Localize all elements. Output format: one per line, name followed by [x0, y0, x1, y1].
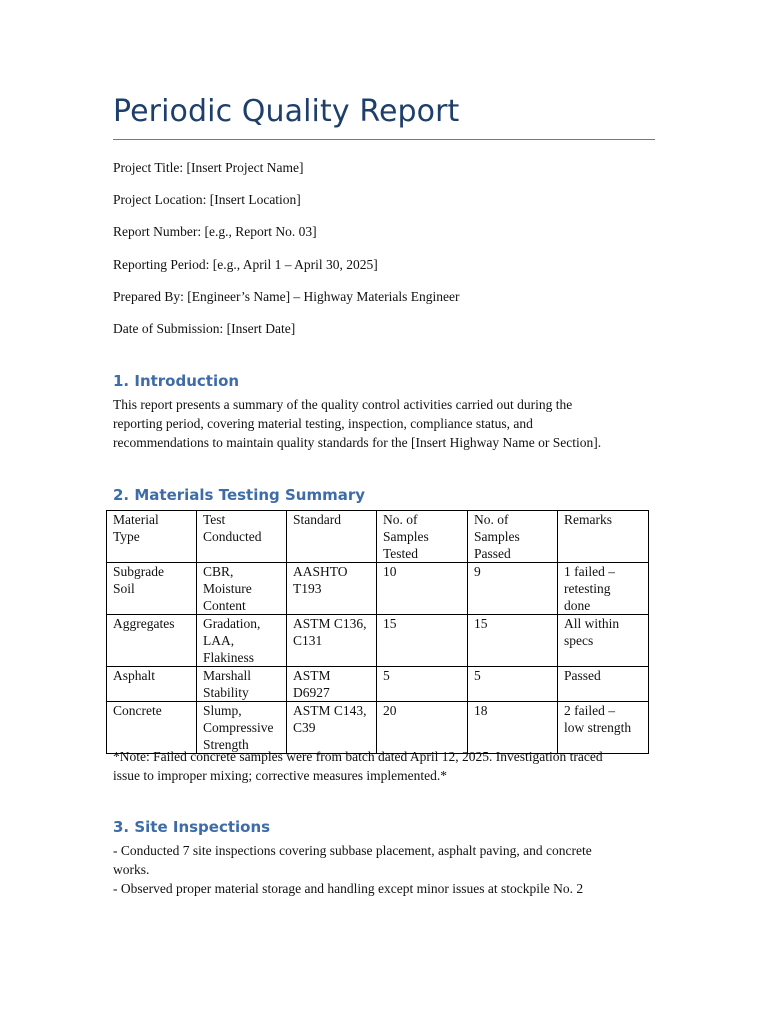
introduction-line: This report presents a summary of the quality control activities carried out during the — [113, 397, 573, 412]
cell-text-line: No. of — [383, 512, 418, 527]
cell-text-line: Samples — [383, 529, 429, 544]
introduction-line: recommendations to maintain quality standards for the [Insert Highway Name or Section]. — [113, 435, 602, 450]
cell-samples-passed — [468, 702, 558, 754]
cell-samples-passed — [468, 563, 558, 615]
cell-test-conducted — [197, 563, 287, 615]
header-cell-samples-tested — [377, 511, 468, 563]
report-number-line: Report Number: [e.g., Report No. 03] — [113, 224, 317, 239]
cell-test-conducted — [197, 615, 287, 667]
cell-text-line: T193 — [293, 581, 322, 596]
cell-text-line: 5 — [474, 668, 481, 683]
cell-text-line: 15 — [474, 616, 488, 631]
cell-standard — [287, 563, 377, 615]
inspection-line: works. — [113, 862, 150, 877]
inspection-line: - Observed proper material storage and handling except minor issues at stockpile No. 2 — [113, 881, 584, 896]
cell-text-line: C131 — [293, 633, 323, 648]
cell-text-line: Tested — [383, 546, 419, 561]
site-inspections-heading: 3. Site Inspections — [113, 818, 271, 836]
cell-material-type — [107, 702, 197, 754]
cell-text-line: ASTM — [293, 668, 331, 683]
cell-text-line: 10 — [383, 564, 397, 579]
cell-text-line: specs — [564, 633, 594, 648]
cell-text-line: Flakiness — [203, 650, 255, 665]
cell-text-line: Asphalt — [113, 668, 155, 683]
cell-text-line: Samples — [474, 529, 520, 544]
title-underline — [113, 139, 655, 140]
cell-material-type — [107, 667, 197, 702]
cell-samples-tested — [377, 615, 468, 667]
cell-remarks — [558, 702, 649, 754]
introduction-heading: 1. Introduction — [113, 372, 240, 390]
cell-text-line: 5 — [383, 668, 390, 683]
header-cell-remarks — [558, 511, 649, 563]
introduction-paragraph — [113, 395, 658, 452]
cell-text-line: 2 failed – — [564, 703, 615, 718]
cell-material-type — [107, 563, 197, 615]
cell-text-line: retesting — [564, 581, 611, 596]
cell-standard — [287, 615, 377, 667]
cell-text-line: low strength — [564, 720, 632, 735]
cell-text-line: Subgrade — [113, 564, 164, 579]
introduction-line: reporting period, covering material testing, inspection, compliance status, and — [113, 416, 533, 431]
cell-text-line: Stability — [203, 685, 249, 700]
cell-samples-passed — [468, 667, 558, 702]
cell-remarks — [558, 667, 649, 702]
cell-text-line: Marshall — [203, 668, 251, 683]
cell-text-line: Gradation, — [203, 616, 261, 631]
cell-remarks — [558, 563, 649, 615]
submission-date-line: Date of Submission: [Insert Date] — [113, 321, 296, 336]
cell-text-line: Aggregates — [113, 616, 175, 631]
cell-samples-tested — [377, 702, 468, 754]
cell-text-line: Moisture — [203, 581, 252, 596]
table-row — [107, 702, 649, 754]
cell-text-line: Type — [113, 529, 140, 544]
cell-text-line: Strength — [203, 737, 249, 752]
inspection-line: - Conducted 7 site inspections covering subbase placement, asphalt paving, and concrete — [113, 843, 592, 858]
cell-text-line: 9 — [474, 564, 481, 579]
header-cell-standard — [287, 511, 377, 563]
cell-samples-tested — [377, 667, 468, 702]
cell-text-line: All within — [564, 616, 620, 631]
cell-standard — [287, 667, 377, 702]
cell-samples-tested — [377, 563, 468, 615]
cell-text-line: ASTM C143, — [293, 703, 367, 718]
note-line: *Note: Failed concrete samples were from batch dated April 12, 2025. Investigation traced — [113, 749, 603, 764]
cell-text-line: C39 — [293, 720, 316, 735]
reporting-period-line: Reporting Period: [e.g., April 1 – April 30, 2025] — [113, 257, 378, 272]
site-inspections-list — [113, 841, 658, 898]
table-header-row — [107, 511, 649, 563]
cell-material-type — [107, 615, 197, 667]
cell-text-line: No. of — [474, 512, 509, 527]
cell-text-line: D6927 — [293, 685, 330, 700]
cell-text-line: 18 — [474, 703, 488, 718]
cell-remarks — [558, 615, 649, 667]
cell-text-line: 15 — [383, 616, 397, 631]
cell-text-line: ASTM C136, — [293, 616, 367, 631]
cell-text-line: CBR, — [203, 564, 234, 579]
prepared-by-line: Prepared By: [Engineer’s Name] – Highway Materials Engineer — [113, 289, 460, 304]
cell-text-line: LAA, — [203, 633, 235, 648]
testing-note — [113, 747, 658, 785]
header-cell-test-conducted — [197, 511, 287, 563]
cell-text-line: Passed — [564, 668, 601, 683]
cell-text-line: Slump, — [203, 703, 242, 718]
header-cell-material-type — [107, 511, 197, 563]
cell-text-line: Compressive — [203, 720, 274, 735]
cell-text-line: done — [564, 598, 591, 613]
materials-testing-table — [106, 510, 649, 754]
cell-text-line: 20 — [383, 703, 397, 718]
cell-text-line: Material — [113, 512, 159, 527]
cell-text-line: Passed — [474, 546, 511, 561]
cell-text-line: Concrete — [113, 703, 162, 718]
cell-samples-passed — [468, 615, 558, 667]
note-line: issue to improper mixing; corrective measures implemented.* — [113, 768, 448, 783]
cell-text-line: AASHTO — [293, 564, 348, 579]
materials-testing-heading: 2. Materials Testing Summary — [113, 486, 366, 504]
cell-text-line: Remarks — [564, 512, 612, 527]
table-row — [107, 615, 649, 667]
cell-test-conducted — [197, 702, 287, 754]
cell-standard — [287, 702, 377, 754]
page-title: Periodic Quality Report — [113, 94, 460, 129]
cell-test-conducted — [197, 667, 287, 702]
project-title-line: Project Title: [Insert Project Name] — [113, 160, 304, 175]
cell-text-line: Conducted — [203, 529, 262, 544]
cell-text-line: Standard — [293, 512, 341, 527]
project-location-line: Project Location: [Insert Location] — [113, 192, 301, 207]
header-cell-samples-passed — [468, 511, 558, 563]
cell-text-line: 1 failed – — [564, 564, 615, 579]
cell-text-line: Test — [203, 512, 226, 527]
cell-text-line: Content — [203, 598, 246, 613]
table-row — [107, 667, 649, 702]
table-row — [107, 563, 649, 615]
cell-text-line: Soil — [113, 581, 135, 596]
